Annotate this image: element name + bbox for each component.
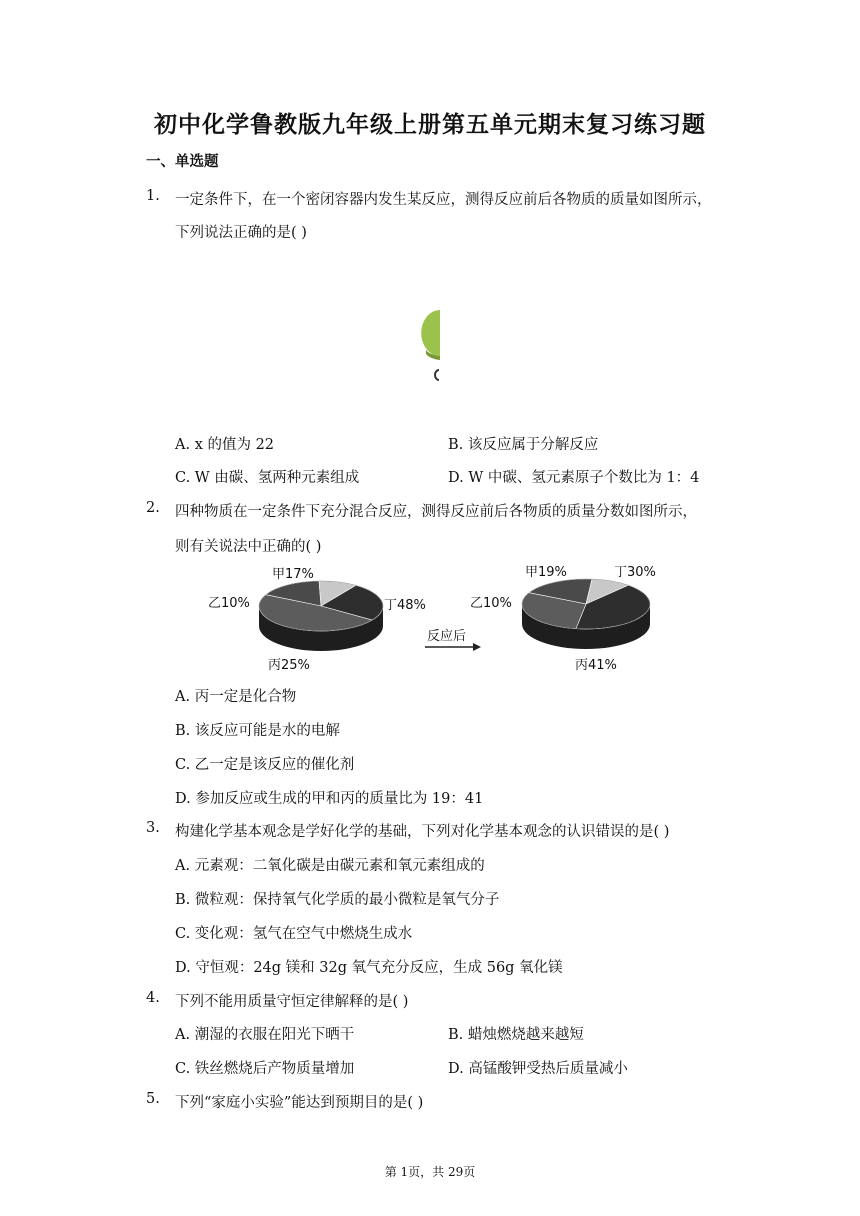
question-number: 3. xyxy=(146,820,160,836)
question-text: 下列说法正确的是( ) xyxy=(175,225,307,241)
page-title: 初中化学鲁教版九年级上册第五单元期末复习练习题 xyxy=(154,112,706,138)
question-text: 四种物质在一定条件下充分混合反应，测得反应前后各物质的质量分数如图所示， xyxy=(175,504,697,520)
option-c[interactable]: C. 铁丝燃烧后产物质量增加 xyxy=(175,1061,355,1077)
pie-before-reaction xyxy=(259,581,383,651)
option-d[interactable]: D. 守恒观：24g 镁和 32g 氧气充分反应，生成 56g 氧化镁 xyxy=(175,960,563,976)
label-after-ding: 丁30% xyxy=(614,565,656,580)
question-text: 构建化学基本观念是学好化学的基础，下列对化学基本观念的认识错误的是( ) xyxy=(175,824,670,840)
question-text: 下列“家庭小实验”能达到预期目的是( ) xyxy=(175,1095,424,1111)
question-number: 2. xyxy=(146,500,160,516)
label-after-yi: 乙10% xyxy=(470,596,512,611)
option-c[interactable]: C. 乙一定是该反应的催化剂 xyxy=(175,757,355,773)
label-before-bing: 丙25% xyxy=(268,658,310,673)
option-a[interactable]: A. 丙一定是化合物 xyxy=(175,689,297,705)
option-b[interactable]: B. 微粒观：保持氧气化学质的最小微粒是氧气分子 xyxy=(175,892,500,908)
question-number: 5. xyxy=(146,1091,160,1107)
arrow-label: 反应后 xyxy=(427,629,467,644)
reaction-arrow xyxy=(425,628,481,651)
label-before-jia: 甲17% xyxy=(272,567,314,582)
question-text: 则有关说法中正确的( ) xyxy=(175,539,322,555)
option-a[interactable]: A. x 的值为 22 xyxy=(175,437,275,453)
label-after-jia: 甲19% xyxy=(525,565,567,580)
page-footer: 第 1页，共 29页 xyxy=(384,1165,476,1179)
option-a[interactable]: A. 元素观：二氧化碳是由碳元素和氧元素组成的 xyxy=(175,858,485,874)
option-b[interactable]: B. 该反应可能是水的电解 xyxy=(175,723,340,739)
question-text: 下列不能用质量守恒定律解释的是( ) xyxy=(175,994,409,1010)
option-d[interactable]: D. W 中碳、氢元素原子个数比为 1：4 xyxy=(448,470,700,486)
question-text: 一定条件下，在一个密闭容器内发生某反应，测得反应前后各物质的质量如图所示， xyxy=(175,192,712,208)
option-d[interactable]: D. 高锰酸钾受热后质量减小 xyxy=(448,1061,628,1077)
pie-slice-fragment xyxy=(421,310,440,356)
option-c[interactable]: C. W 由碳、氢两种元素组成 xyxy=(175,470,360,486)
option-b[interactable]: B. 该反应属于分解反应 xyxy=(448,437,599,453)
option-c[interactable]: C. 变化观：氢气在空气中燃烧生成水 xyxy=(175,926,413,942)
pie-after-reaction xyxy=(522,579,650,649)
label-fragment xyxy=(435,370,439,380)
question-2-pie-figure xyxy=(195,560,675,678)
label-after-bing: 丙41% xyxy=(575,658,617,673)
option-d[interactable]: D. 参加反应或生成的甲和丙的质量比为 19：41 xyxy=(175,791,484,807)
label-before-yi: 乙10% xyxy=(208,596,250,611)
question-number: 4. xyxy=(146,990,160,1006)
option-b[interactable]: B. 蜡烛燃烧越来越短 xyxy=(448,1027,584,1043)
section-heading: 一、单选题 xyxy=(146,154,219,170)
arrow-head-icon xyxy=(473,643,481,651)
label-before-ding: 丁48% xyxy=(384,598,426,613)
question-1-figure-fragment xyxy=(420,300,460,390)
question-number: 1. xyxy=(146,188,160,204)
option-a[interactable]: A. 潮湿的衣服在阳光下晒干 xyxy=(175,1027,355,1043)
